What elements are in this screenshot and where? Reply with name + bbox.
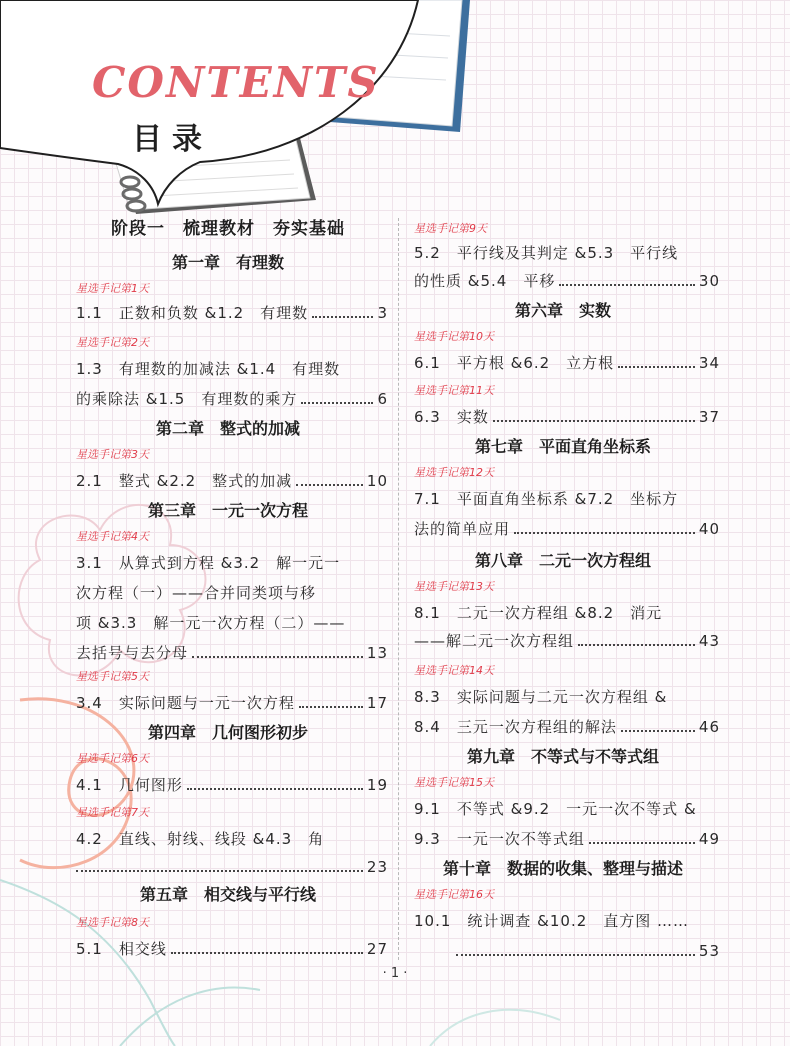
entry-title: 的乘除法 &1.5 有理数的乘方 [76, 390, 298, 408]
toc-entry[interactable] [414, 940, 720, 962]
toc-entry[interactable] [414, 828, 720, 850]
day-tag: 星选手记第6天 [76, 752, 149, 765]
chapter-heading: 第三章 一元一次方程 [147, 501, 308, 520]
day-tag: 星选手记第16天 [414, 888, 494, 901]
leader-dots [589, 828, 695, 844]
column-divider [398, 218, 399, 960]
entry-title: 9.3 一元一次不等式组 [414, 830, 585, 848]
day-tag: 星选手记第7天 [76, 806, 149, 819]
toc-entry[interactable] [414, 518, 720, 540]
day-tag: 星选手记第10天 [414, 330, 494, 343]
page-number: 34 [698, 354, 720, 372]
day-tag: 星选手记第12天 [414, 466, 494, 479]
toc-entry-line[interactable]: 9.1 不等式 &9.2 一元一次不等式 & [414, 800, 697, 818]
leader-dots [578, 630, 695, 646]
entry-title: 的性质 &5.4 平移 [414, 272, 556, 290]
entry-title: 5.1 相交线 [76, 940, 167, 958]
page-number: 6 [377, 390, 388, 408]
entry-title: 3.4 实际问题与一元一次方程 [76, 694, 295, 712]
page-number: 49 [698, 830, 720, 848]
page-number: 23 [366, 858, 388, 876]
toc-entry-line[interactable]: 8.3 实际问题与二元一次方程组 & [414, 688, 668, 706]
entry-title: 1.1 正数和负数 &1.2 有理数 [76, 304, 309, 322]
toc-entry[interactable] [414, 716, 720, 738]
chapter-heading: 第四章 几何图形初步 [147, 723, 308, 742]
entry-title: 8.4 三元一次方程组的解法 [414, 718, 617, 736]
toc-entry-line[interactable]: 10.1 统计调查 &10.2 直方图 …… [414, 912, 690, 930]
toc-entry[interactable] [414, 352, 720, 374]
toc-entry-line[interactable]: 3.1 从算式到方程 &3.2 解一元一 [76, 554, 341, 572]
leader-dots [456, 940, 695, 956]
toc-entry-line[interactable]: 4.2 直线、射线、线段 &4.3 角 [76, 830, 325, 848]
toc-entry[interactable] [414, 270, 720, 292]
day-tag: 星选手记第11天 [414, 384, 494, 397]
toc-entry[interactable] [76, 388, 388, 410]
chapter-heading: 第八章 二元一次方程组 [474, 551, 651, 570]
toc-entry[interactable] [76, 642, 388, 664]
day-tag: 星选手记第5天 [76, 670, 149, 683]
toc-entry-line[interactable]: 1.3 有理数的加减法 &1.4 有理数 [76, 360, 341, 378]
toc-entry-line[interactable]: 8.1 二元一次方程组 &8.2 消元 [414, 604, 663, 622]
leader-dots [493, 406, 695, 422]
page-number: 30 [698, 272, 720, 290]
toc-entry[interactable] [76, 692, 388, 714]
leader-dots [312, 302, 373, 318]
entry-title: ——解二元一次方程组 [414, 632, 575, 650]
leader-dots [301, 388, 373, 404]
leader-dots [514, 518, 695, 534]
toc-entry[interactable] [76, 470, 388, 492]
toc-entry-line[interactable]: 项 &3.3 解一元一次方程（二）—— [76, 614, 346, 632]
page-number: 53 [698, 942, 720, 960]
day-tag: 星选手记第1天 [76, 282, 149, 295]
toc-entry-line[interactable]: 5.2 平行线及其判定 &5.3 平行线 [414, 244, 679, 262]
leader-dots [76, 856, 363, 872]
page-number: 46 [698, 718, 720, 736]
chapter-heading: 第五章 相交线与平行线 [139, 885, 316, 904]
contents-subtitle: 目录 [132, 122, 212, 157]
page-number: 27 [366, 940, 388, 958]
chapter-heading: 第十章 数据的收集、整理与描述 [442, 859, 683, 878]
toc-entry[interactable] [76, 938, 388, 960]
page-number: 17 [366, 694, 388, 712]
leader-dots [559, 270, 695, 286]
day-tag: 星选手记第2天 [76, 336, 149, 349]
page-footer-number: · 1 · [382, 966, 408, 981]
page-number: 13 [366, 644, 388, 662]
page-number: 37 [698, 408, 720, 426]
day-tag: 星选手记第3天 [76, 448, 149, 461]
contents-title: CONTENTS [92, 58, 380, 107]
chapter-heading: 第九章 不等式与不等式组 [466, 747, 659, 766]
toc-entry[interactable] [76, 856, 388, 878]
chapter-heading: 第七章 平面直角坐标系 [474, 437, 651, 456]
day-tag: 星选手记第8天 [76, 916, 149, 929]
entry-title: 4.1 几何图形 [76, 776, 183, 794]
leader-dots [621, 716, 695, 732]
day-tag: 星选手记第13天 [414, 580, 494, 593]
chapter-heading: 第二章 整式的加减 [155, 419, 300, 438]
chapter-heading: 第六章 实数 [514, 301, 611, 320]
entry-title: 法的简单应用 [414, 520, 511, 538]
day-tag: 星选手记第14天 [414, 664, 494, 677]
leader-dots [171, 938, 363, 954]
page-number: 10 [366, 472, 388, 490]
entry-title: 去括号与去分母 [76, 644, 189, 662]
entry-title: 6.1 平方根 &6.2 立方根 [414, 354, 615, 372]
day-tag: 星选手记第9天 [414, 222, 487, 235]
entry-title: 2.1 整式 &2.2 整式的加减 [76, 472, 293, 490]
toc-entry[interactable] [76, 774, 388, 796]
page-number: 3 [377, 304, 388, 322]
stage-heading: 阶段一 梳理教材 夯实基础 [111, 219, 345, 239]
leader-dots [296, 470, 363, 486]
page-number: 43 [698, 632, 720, 650]
leader-dots [618, 352, 695, 368]
toc-entry[interactable] [414, 630, 720, 652]
day-tag: 星选手记第4天 [76, 530, 149, 543]
toc-entry[interactable] [76, 302, 388, 324]
entry-title: 6.3 实数 [414, 408, 489, 426]
toc-entry-line[interactable]: 7.1 平面直角坐标系 &7.2 坐标方 [414, 490, 679, 508]
day-tag: 星选手记第15天 [414, 776, 494, 789]
leader-dots [192, 642, 363, 658]
chapter-heading: 第一章 有理数 [171, 253, 284, 272]
toc-entry[interactable] [414, 406, 720, 428]
leader-dots [187, 774, 363, 790]
toc-entry-line[interactable]: 次方程（一）——合并同类项与移 [76, 584, 317, 602]
page-number: 19 [366, 776, 388, 794]
page-number: 40 [698, 520, 720, 538]
leader-dots [299, 692, 363, 708]
